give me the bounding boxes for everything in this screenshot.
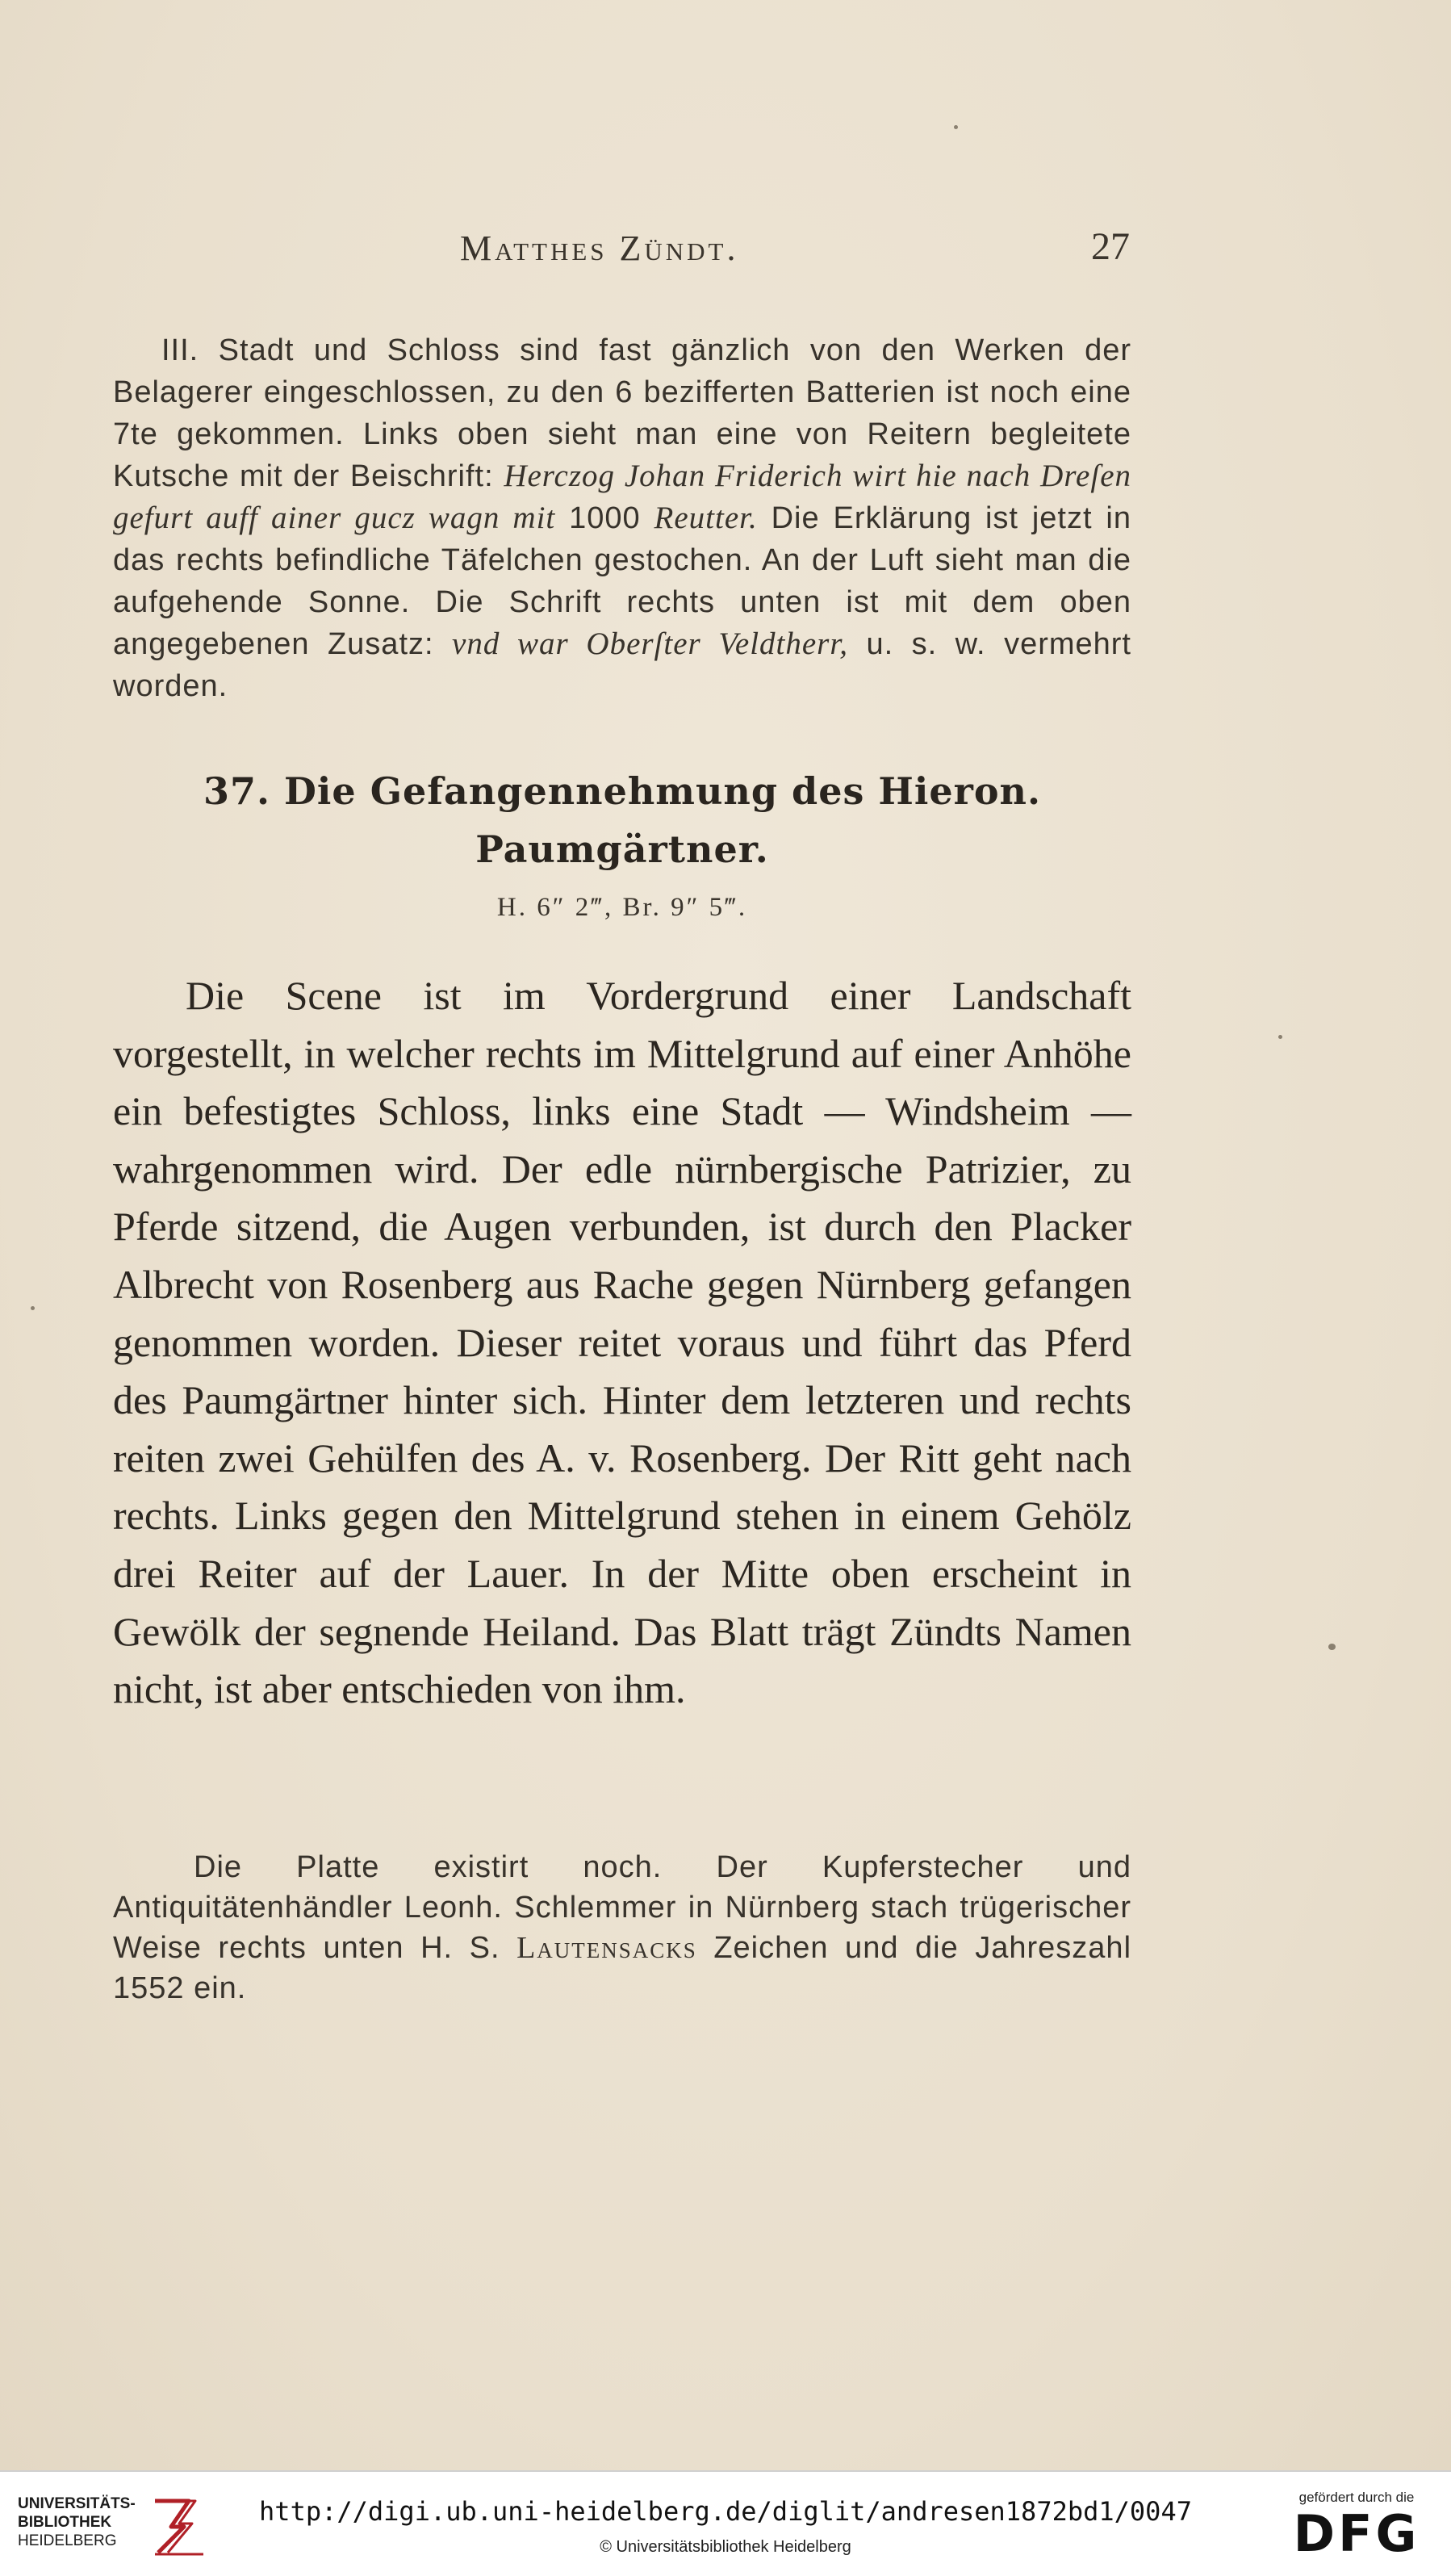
viewer-footer xyxy=(0,2470,1451,2576)
entry-description: Die Scene ist im Vordergrund einer Landschaft vorgestellt, in welcher rechts im Mittelgrund auf einer Anhöhe ein befestigtes Schloss, links eine Stadt — Windsheim — wahrgenommen wird. Der edle nürnbergische Patrizier, zu Pferde sitzend, die Augen verbunden, ist durch den Placker Albrecht von Rosenberg aus Rache gegen Nürnberg gefangen genommen worden. Dieser reitet voraus und führt das Pferd des Paumgärtner hinter sich. Hinter dem letzteren und rechts reiten zwei Gehülfen des A. v. Rosenberg. Der Ritt geht nach rechts. Links gegen den Mittelgrund stehen in einem Gehölz drei Reiter auf der Lauer. In der Mitte oben erscheint in Gewölk der segnende Heiland. Das Blatt trägt Zündts Namen nicht, ist aber entschieden von ihm. xyxy=(113,973,1131,1712)
section-iii-text: Die Erklärung ist jetzt in das rechts befindliche Täfelchen gestochen. An der Luft sieht man die aufgehende Sonne. Die Schrift rechts unten ist mit dem oben angegebenen Zusatz: xyxy=(113,501,1131,661)
entry-heading xyxy=(113,762,1131,878)
artist-name: Lautensacks xyxy=(516,1931,697,1965)
section-iii-text: u. s. w. vermehrt worden. xyxy=(113,627,1131,703)
permalink-link[interactable]: http://digi.ub.uni-heidelberg.de/diglit/andresen1872bd1/0047 xyxy=(259,2496,1192,2527)
library-name-line: BIBLIOTHEK xyxy=(18,2514,112,2531)
page-number: 27 xyxy=(1091,225,1130,268)
section-iii-text: 1000 xyxy=(555,501,654,535)
running-title: Matthes Zündt. xyxy=(460,228,739,268)
dfg-wordmark: DFG xyxy=(1293,2504,1420,2563)
paper-speck xyxy=(1328,1644,1336,1650)
running-head xyxy=(113,225,1130,276)
paper-speck xyxy=(1278,1035,1282,1039)
paper-speck xyxy=(31,1306,35,1310)
inscription-text: Reutter. xyxy=(654,501,758,535)
library-name-line: HEIDELBERG xyxy=(18,2532,117,2549)
copyright-notice: © Universitätsbibliothek Heidelberg xyxy=(600,2538,851,2556)
library-name-line: UNIVERSITÄTS- xyxy=(18,2495,136,2512)
paper-speck xyxy=(954,125,958,129)
entry-note xyxy=(113,1847,1131,2008)
inscription-text: vnd war Oberſter Veldtherr, xyxy=(452,626,848,661)
permalink xyxy=(0,2496,1451,2527)
funding-label: gefördert durch die xyxy=(1298,2490,1415,2505)
entry-note-text: Die Platte existirt noch. Der Kupferstecher und Antiquitätenhändler Leonh. Schlemmer in Nürnberg stach trügerischer Weise rechts unten H. S. xyxy=(113,1850,1131,1965)
section-iii-paragraph xyxy=(113,329,1131,707)
entry-dimensions: H. 6″ 2‴, Br. 9″ 5‴. xyxy=(496,893,748,922)
section-iii-text: III. Stadt und Schloss sind fast gänzlich von den Werken der Belagerer eingeschlossen, zu den 6 bezifferten Batterien ist noch eine 7te gekommen. Links oben sieht man eine von Reitern begleitete Kutsche mit der Beischrift: xyxy=(113,333,1131,493)
inscription-text: Herczog Johan Friderich wirt hie nach Dreſen gefurt auff ainer gucz wagn mit xyxy=(113,459,1132,535)
dfg-logo[interactable] xyxy=(1288,2490,1425,2562)
entry-heading-line: Paumgärtner. xyxy=(475,827,769,871)
entry-heading-line: 37. Die Gefangennehmung des Hieron. xyxy=(203,769,1041,813)
entry-note-text: Zeichen und die Jahreszahl 1552 ein. xyxy=(113,1931,1132,2005)
